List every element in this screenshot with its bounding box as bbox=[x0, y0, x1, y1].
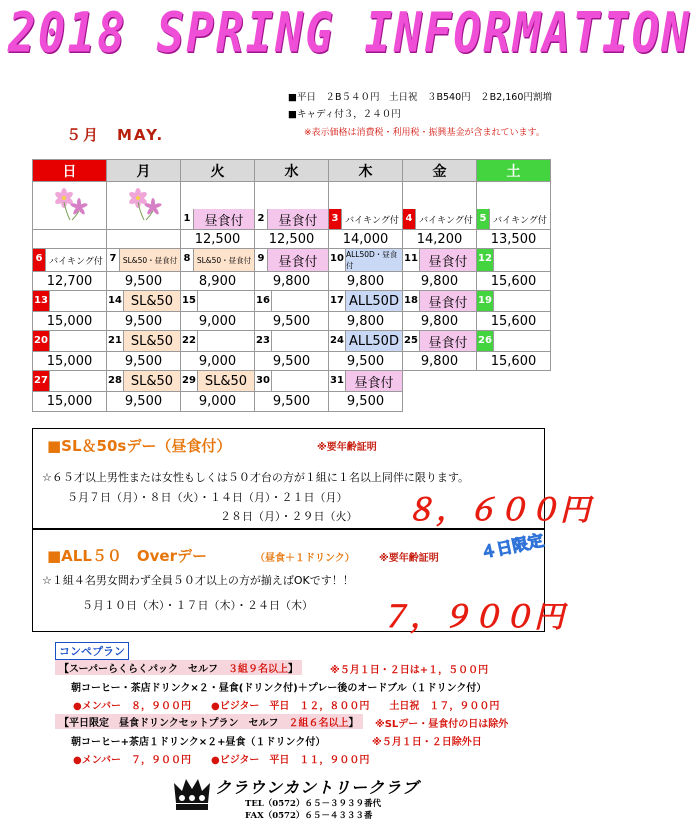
day-plan-label bbox=[272, 331, 328, 351]
sl50-dates-1: ５月７日（月）・８日（火）・１４日（月）・２１日（月） bbox=[67, 491, 348, 504]
price-cell: 9,500 bbox=[107, 312, 181, 331]
day-number: 24 bbox=[329, 331, 346, 351]
day-cell bbox=[477, 331, 551, 352]
day-number: 27 bbox=[33, 371, 50, 391]
price-cell: 9,500 bbox=[107, 352, 181, 371]
day-number: 8 bbox=[181, 249, 194, 271]
price-cell: 14,000 bbox=[329, 230, 403, 249]
day-plan-label: 昼食付 bbox=[420, 291, 476, 311]
price-cell: 9,500 bbox=[255, 392, 329, 412]
day-number: 21 bbox=[107, 331, 124, 351]
price-cell: 15,600 bbox=[477, 312, 551, 331]
day-number: 1 bbox=[181, 209, 194, 229]
day-number: 31 bbox=[329, 371, 346, 391]
price-cell: 9,800 bbox=[255, 272, 329, 291]
price-line-1: ■平日 ２B５４０円 土日祝 ３B540円 ２B2,160円割増 bbox=[288, 92, 552, 103]
plan1-end: 】 bbox=[288, 664, 298, 675]
sl50-desc: ☆６５才以上男性または女性もしくは５０才台の方が１組に１名以上同伴に限ります。 bbox=[42, 471, 469, 484]
all50-sub: （昼食＋１ドリンク） bbox=[255, 553, 355, 564]
day-number: 19 bbox=[477, 291, 494, 311]
price-line-2: ■キャディ付３，２４０円 bbox=[288, 109, 401, 120]
day-cell bbox=[255, 249, 329, 272]
day-plan-label: バイキング付 bbox=[345, 215, 399, 226]
day-number: 14 bbox=[107, 291, 124, 311]
day-cell bbox=[255, 182, 329, 230]
plan1-member: ●メンバー ８，９００円 bbox=[73, 701, 192, 712]
day-plan-label: 昼食付 bbox=[420, 331, 476, 351]
day-cell bbox=[329, 182, 403, 230]
day-plan-label: バイキング付 bbox=[493, 215, 547, 226]
club-name: クラウンカントリークラブ bbox=[215, 778, 420, 797]
day-cell bbox=[33, 249, 107, 272]
day-plan-label: ALL50D・昼食付 bbox=[346, 249, 402, 271]
price-cell: 13,500 bbox=[477, 230, 551, 249]
day-plan-label bbox=[198, 291, 254, 311]
day-number: 17 bbox=[329, 291, 346, 311]
day-plan-label bbox=[494, 291, 550, 311]
plan2-requirement: ２組６名以上 bbox=[288, 718, 349, 729]
plan1-requirement: ３組９名以上 bbox=[228, 664, 288, 675]
all50-heading: ■ALL５０ Overデー bbox=[47, 547, 207, 565]
day-plan-label: バイキング付 bbox=[49, 256, 103, 267]
weekday-header: 土 bbox=[477, 160, 551, 182]
day-number: 13 bbox=[33, 291, 50, 311]
day-cell bbox=[181, 371, 255, 392]
day-number: 29 bbox=[181, 371, 198, 391]
day-cell bbox=[181, 182, 255, 230]
day-number: 9 bbox=[255, 249, 268, 271]
day-cell bbox=[181, 249, 255, 272]
day-number: 10 bbox=[329, 249, 346, 271]
plan1-label: 【スーパーらくらくパック セルフ bbox=[59, 664, 228, 675]
page-title: 2018 SPRING INFORMATION bbox=[8, 0, 691, 65]
price-cell: 8,900 bbox=[181, 272, 255, 291]
day-plan-label: 昼食付 bbox=[268, 209, 328, 229]
day-cell bbox=[255, 331, 329, 352]
tax-note: ※表示価格は消費税・利用税・振興基金が含まれています。 bbox=[304, 128, 545, 138]
day-plan-label: ALL50D bbox=[346, 331, 402, 351]
sl50-section bbox=[32, 428, 591, 529]
day-plan-label bbox=[50, 331, 106, 351]
price-cell: 9,800 bbox=[403, 272, 477, 291]
crown-logo-icon bbox=[172, 773, 212, 813]
day-plan-label: SL&50 bbox=[198, 371, 254, 391]
day-number: 2 bbox=[255, 209, 268, 229]
sl50-heading: ■SL＆50sデー（昼食付） bbox=[47, 437, 232, 455]
day-cell bbox=[477, 182, 551, 230]
price-cell: 9,500 bbox=[255, 352, 329, 371]
price-cell: 9,500 bbox=[107, 272, 181, 291]
weekday-header: 金 bbox=[403, 160, 477, 182]
plan2-visitor: ●ビジター 平日 １１，９００円 bbox=[211, 755, 370, 766]
day-plan-label: SL&50・昼食付 bbox=[120, 249, 180, 271]
day-plan-label bbox=[50, 291, 106, 311]
day-plan-label bbox=[494, 331, 550, 351]
plan1-visitor: ●ビジター 平日 １２，８００円 土日祝 １７，９００円 bbox=[211, 701, 500, 712]
day-cell bbox=[255, 291, 329, 312]
price-cell: 9,800 bbox=[329, 312, 403, 331]
club-fax: FAX（0572）６５－４３３３番 bbox=[245, 811, 373, 821]
day-plan-label: 昼食付 bbox=[268, 249, 328, 271]
day-number: 4 bbox=[403, 209, 416, 229]
day-plan-label: 昼食付 bbox=[194, 209, 254, 229]
day-cell bbox=[107, 249, 181, 272]
day-plan-label: ALL50D bbox=[346, 291, 402, 311]
price-cell: 12,500 bbox=[181, 230, 255, 249]
day-number: 15 bbox=[181, 291, 198, 311]
price-cell: 9,000 bbox=[181, 392, 255, 412]
sl50-dates-2: ２８日（月）・２９日（火） bbox=[220, 510, 358, 523]
all50-dates: ５月１０日（木）・１７日（木）・２４日（木） bbox=[82, 599, 313, 612]
day-number: 7 bbox=[107, 249, 120, 271]
day-plan-label bbox=[50, 371, 106, 391]
day-plan-label bbox=[272, 291, 328, 311]
all50-desc: ☆１組４名男女問わず全員５０才以上の方が揃えばOKです！！ bbox=[42, 574, 354, 587]
plan2-note-2: ※５月１日・２日除外日 bbox=[372, 737, 482, 748]
price-cell: 15,600 bbox=[477, 352, 551, 371]
price-cell: 15,000 bbox=[33, 392, 107, 412]
day-cell bbox=[33, 371, 107, 392]
flower-image-icon bbox=[33, 182, 107, 230]
weekday-header: 月 bbox=[107, 160, 181, 182]
day-plan-label: SL&50・昼食付 bbox=[194, 249, 254, 271]
plan1-desc: 朝コーヒー・茶店ドリンク×２・昼食(ドリンク付)＋プレー後のオードブル（１ドリンク付） bbox=[71, 683, 487, 694]
plan2-note-1: ※SLデー・昼食付の日は除外 bbox=[375, 719, 509, 730]
day-cell bbox=[477, 249, 551, 272]
price-cell: 12,700 bbox=[33, 272, 107, 291]
day-number: 16 bbox=[255, 291, 272, 311]
day-cell bbox=[477, 291, 551, 312]
day-number: 30 bbox=[255, 371, 272, 391]
day-cell bbox=[33, 291, 107, 312]
weekday-header: 日 bbox=[33, 160, 107, 182]
price-cell: 9,500 bbox=[107, 392, 181, 412]
price-cell: 9,800 bbox=[329, 272, 403, 291]
price-cell: 9,800 bbox=[403, 352, 477, 371]
day-cell bbox=[403, 291, 477, 312]
day-number: 28 bbox=[107, 371, 124, 391]
weekday-header: 水 bbox=[255, 160, 329, 182]
day-plan-label bbox=[198, 331, 254, 351]
weekday-header: 木 bbox=[329, 160, 403, 182]
calendar bbox=[32, 159, 551, 412]
day-cell bbox=[329, 371, 403, 392]
day-number: 3 bbox=[329, 209, 342, 229]
day-number: 18 bbox=[403, 291, 420, 311]
day-number: 11 bbox=[403, 249, 420, 271]
price-cell: 9,500 bbox=[255, 312, 329, 331]
limited-badge: ４日限定 bbox=[478, 530, 546, 563]
price-cell: 9,500 bbox=[329, 392, 403, 412]
day-plan-label: SL&50 bbox=[124, 291, 180, 311]
price-cell bbox=[33, 230, 107, 249]
day-cell bbox=[329, 291, 403, 312]
price-cell: 14,200 bbox=[403, 230, 477, 249]
price-cell: 15,000 bbox=[33, 312, 107, 331]
price-cell: 12,500 bbox=[255, 230, 329, 249]
all50-section bbox=[32, 529, 565, 635]
all50-note: ※要年齢証明 bbox=[379, 553, 439, 564]
compe-title: コンペプラン bbox=[55, 642, 129, 660]
day-plan-label: バイキング付 bbox=[419, 215, 473, 226]
day-plan-label: SL&50 bbox=[124, 331, 180, 351]
compe-plan-2 bbox=[55, 714, 363, 729]
day-cell bbox=[107, 291, 181, 312]
day-cell bbox=[181, 331, 255, 352]
day-number: 5 bbox=[477, 209, 490, 229]
price-cell bbox=[107, 230, 181, 249]
day-plan-label: 昼食付 bbox=[420, 249, 476, 271]
all50-price: ７，９００円 bbox=[379, 600, 565, 635]
price-cell: 9,500 bbox=[329, 352, 403, 371]
day-cell bbox=[403, 182, 477, 230]
plan1-note: ※５月１日・２日は+１，５００円 bbox=[330, 665, 489, 676]
day-cell bbox=[181, 291, 255, 312]
day-plan-label: 昼食付 bbox=[346, 371, 402, 391]
flower-image-icon bbox=[107, 182, 181, 230]
day-cell bbox=[403, 331, 477, 352]
sl50-price: ８，６００円 bbox=[405, 493, 591, 528]
day-number: 20 bbox=[33, 331, 50, 351]
day-number: 22 bbox=[181, 331, 198, 351]
day-number: 26 bbox=[477, 331, 494, 351]
day-cell bbox=[33, 331, 107, 352]
plan2-end: 】 bbox=[348, 718, 359, 729]
weekday-header: 火 bbox=[181, 160, 255, 182]
price-cell: 9,800 bbox=[403, 312, 477, 331]
price-cell: 15,000 bbox=[33, 352, 107, 371]
day-cell bbox=[403, 249, 477, 272]
day-cell bbox=[329, 249, 403, 272]
price-cell: 15,600 bbox=[477, 272, 551, 291]
day-plan-label bbox=[272, 371, 328, 391]
plan2-desc: 朝コーヒー+茶店１ドリンク×２+昼食（１ドリンク付） bbox=[71, 737, 326, 748]
day-number: 25 bbox=[403, 331, 420, 351]
plan2-member: ●メンバー ７，９００円 bbox=[73, 755, 192, 766]
day-cell bbox=[255, 371, 329, 392]
day-plan-label bbox=[494, 249, 550, 271]
club-tel: TEL（0572）６５－３９３９番代 bbox=[245, 799, 381, 809]
compe-plan-1 bbox=[55, 660, 302, 675]
day-plan-label: SL&50 bbox=[124, 371, 180, 391]
sl50-note: ※要年齢証明 bbox=[317, 442, 377, 453]
price-cell: 9,000 bbox=[181, 352, 255, 371]
plan2-label: 【平日限定 昼食ドリンクセットプラン セルフ bbox=[59, 718, 289, 729]
price-cell: 9,000 bbox=[181, 312, 255, 331]
month-label: ５月 MAY. bbox=[66, 126, 165, 144]
day-number: 6 bbox=[33, 249, 46, 271]
day-number: 12 bbox=[477, 249, 494, 271]
day-cell bbox=[107, 371, 181, 392]
day-cell bbox=[329, 331, 403, 352]
day-cell bbox=[107, 331, 181, 352]
day-number: 23 bbox=[255, 331, 272, 351]
